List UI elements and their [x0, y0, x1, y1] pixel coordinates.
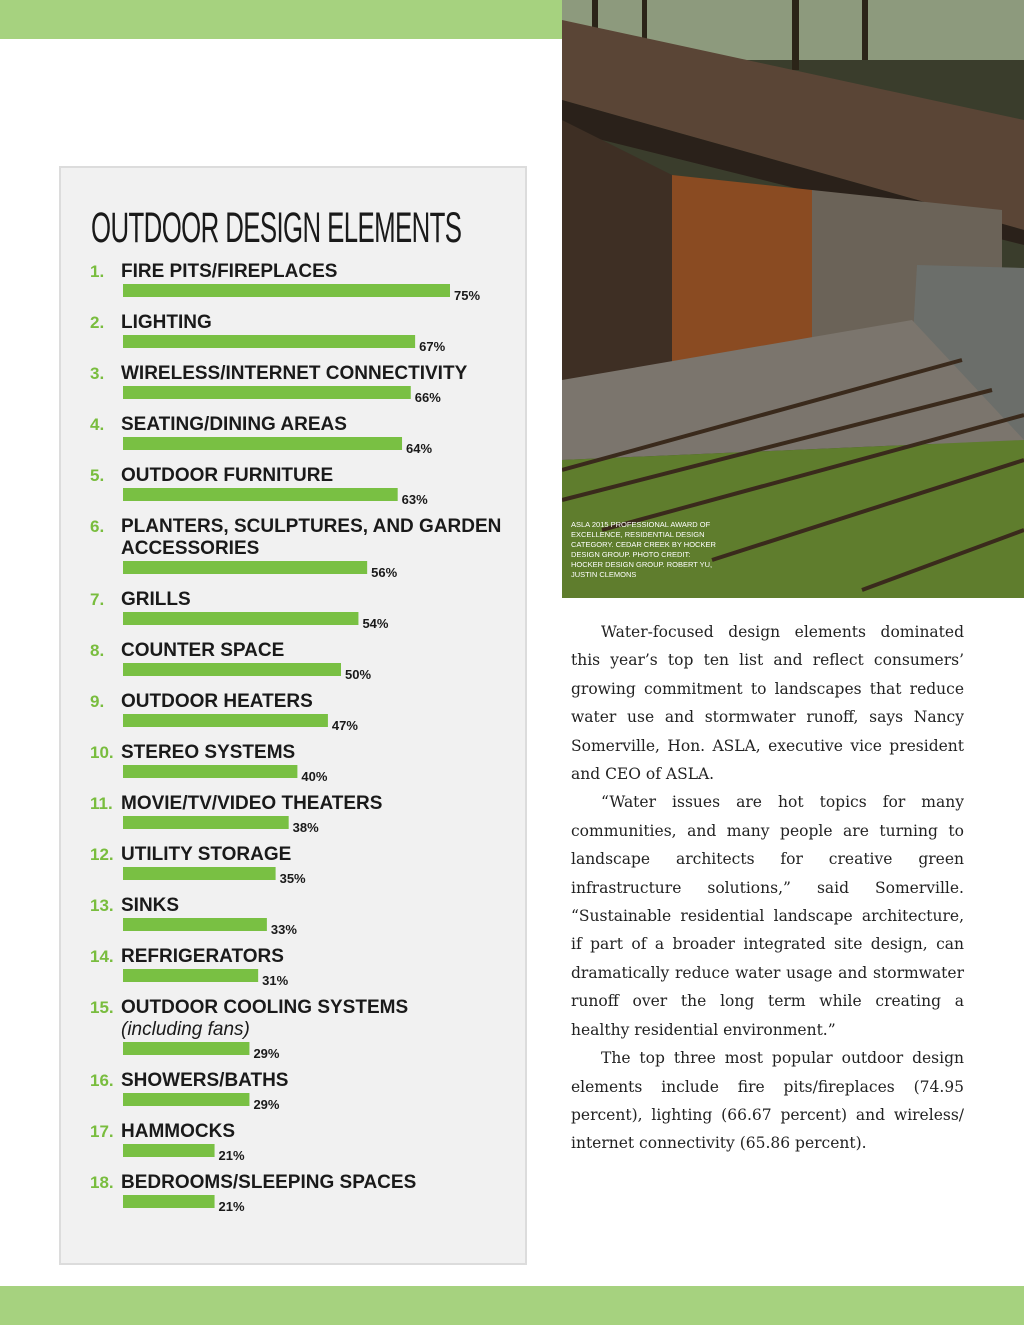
rank-number: 8.: [90, 641, 105, 660]
value-label: 66%: [414, 390, 441, 405]
bar-label: HAMMOCKS: [121, 1121, 235, 1142]
bar-label: LIGHTING: [121, 312, 212, 333]
bar-label: MOVIE/TV/VIDEO THEATERS: [121, 793, 383, 814]
value-label: 31%: [262, 973, 289, 988]
bar: [123, 867, 276, 880]
rank-number: 12.: [90, 845, 114, 864]
bar: [123, 437, 402, 450]
article-paragraph: Water-focused design elements dominated this year’s top ten list and reflect consumers’ growing commitment to landscapes that reduce water use and stormwater runoff, says Nancy Somerville, Hon. ASLA, executive vice president and CEO of ASLA.: [571, 623, 964, 784]
value-label: 33%: [270, 922, 297, 937]
bar-label: OUTDOOR HEATERS: [121, 691, 313, 712]
bar-label: SINKS: [121, 895, 180, 916]
value-label: 56%: [371, 565, 398, 580]
bar: [123, 663, 341, 676]
bar-label: SEATING/DINING AREAS: [121, 414, 347, 435]
value-label: 29%: [253, 1046, 280, 1061]
value-label: 40%: [301, 769, 328, 784]
rank-number: 11.: [90, 794, 113, 813]
bar-label: SHOWERS/BATHS: [121, 1070, 289, 1091]
rank-number: 18.: [90, 1173, 114, 1192]
bar: [123, 386, 411, 399]
bar: [123, 1195, 215, 1208]
rank-number: 10.: [90, 743, 114, 762]
rank-number: 7.: [90, 590, 105, 609]
article-body: [571, 618, 964, 1158]
rank-number: 14.: [90, 947, 114, 966]
rank-number: 3.: [90, 364, 105, 383]
bar: [123, 918, 267, 931]
bar: [123, 714, 328, 727]
bar-label: PLANTERS, SCULPTURES, AND GARDEN: [121, 516, 502, 537]
photo-caption: ASLA 2015 PROFESSIONAL AWARD OF EXCELLENCE, RESIDENTIAL DESIGN CATEGORY. CEDAR CREEK BY HOCKER DESIGN GROUP. PHOTO CREDIT: HOCKER DESIGN GROUP. ROBERT YU, JUSTIN CLEMONS: [571, 520, 716, 579]
bar-label: OUTDOOR FURNITURE: [121, 465, 334, 486]
article-paragraph: “Water issues are hot topics for many communities, and many people are turning to landscape architects for creative green infrastructure solutions,” said Somerville. “Sustainable residential landscape architecture, if part of a broader integrated site design, can dramatically reduce water usage and stormwater runoff over the long term while creating a healthy residential environment.”: [571, 793, 964, 1039]
value-label: 38%: [292, 820, 319, 835]
bar: [123, 612, 358, 625]
value-label: 50%: [345, 667, 372, 682]
rank-number: 4.: [90, 415, 105, 434]
bar-label-note: (including fans): [121, 1019, 250, 1040]
bar-label: GRILLS: [121, 589, 191, 610]
bar-label: FIRE PITS/FIREPLACES: [121, 261, 338, 282]
article-paragraph: The top three most popular outdoor design elements include fire pits/fireplaces (74.95 percent), lighting (66.67 percent) and wireless/ internet connectivity (65.86 percent).: [571, 1049, 964, 1153]
rank-number: 16.: [90, 1071, 114, 1090]
rank-number: 2.: [90, 313, 105, 332]
rank-number: 13.: [90, 896, 114, 915]
rank-number: 6.: [90, 517, 105, 536]
value-label: 21%: [218, 1148, 245, 1163]
bar: [123, 816, 289, 829]
bar: [123, 284, 450, 297]
bar-label: UTILITY STORAGE: [121, 844, 292, 865]
chart-title: OUTDOOR DESIGN ELEMENTS: [91, 204, 462, 252]
bar-label: OUTDOOR COOLING SYSTEMS: [121, 997, 409, 1018]
value-label: 29%: [253, 1097, 280, 1112]
bar-label: WIRELESS/INTERNET CONNECTIVITY: [121, 363, 468, 384]
value-label: 35%: [279, 871, 306, 886]
bottom-accent-band: [0, 1286, 1024, 1325]
bar: [123, 1042, 249, 1055]
value-label: 54%: [362, 616, 389, 631]
bar: [123, 765, 297, 778]
bar: [123, 488, 398, 501]
rank-number: 9.: [90, 692, 105, 711]
bar-label: REFRIGERATORS: [121, 946, 284, 967]
rank-number: 1.: [90, 262, 105, 281]
rank-number: 17.: [90, 1122, 114, 1141]
house-landscape-image: [562, 0, 1024, 598]
bar: [123, 1093, 249, 1106]
rank-number: 15.: [90, 998, 114, 1017]
rank-number: 5.: [90, 466, 105, 485]
value-label: 75%: [454, 288, 481, 303]
hero-photo: [562, 0, 1024, 598]
value-label: 21%: [218, 1199, 245, 1214]
bar-label: COUNTER SPACE: [121, 640, 285, 661]
bar-label: BEDROOMS/SLEEPING SPACES: [121, 1172, 417, 1193]
bar: [123, 1144, 215, 1157]
bar-label: STEREO SYSTEMS: [121, 742, 296, 763]
bar: [123, 969, 258, 982]
value-label: 63%: [401, 492, 428, 507]
value-label: 67%: [419, 339, 446, 354]
bar: [123, 561, 367, 574]
value-label: 47%: [331, 718, 358, 733]
bar: [123, 335, 415, 348]
value-label: 64%: [406, 441, 433, 456]
bar-label: ACCESSORIES: [121, 538, 260, 559]
